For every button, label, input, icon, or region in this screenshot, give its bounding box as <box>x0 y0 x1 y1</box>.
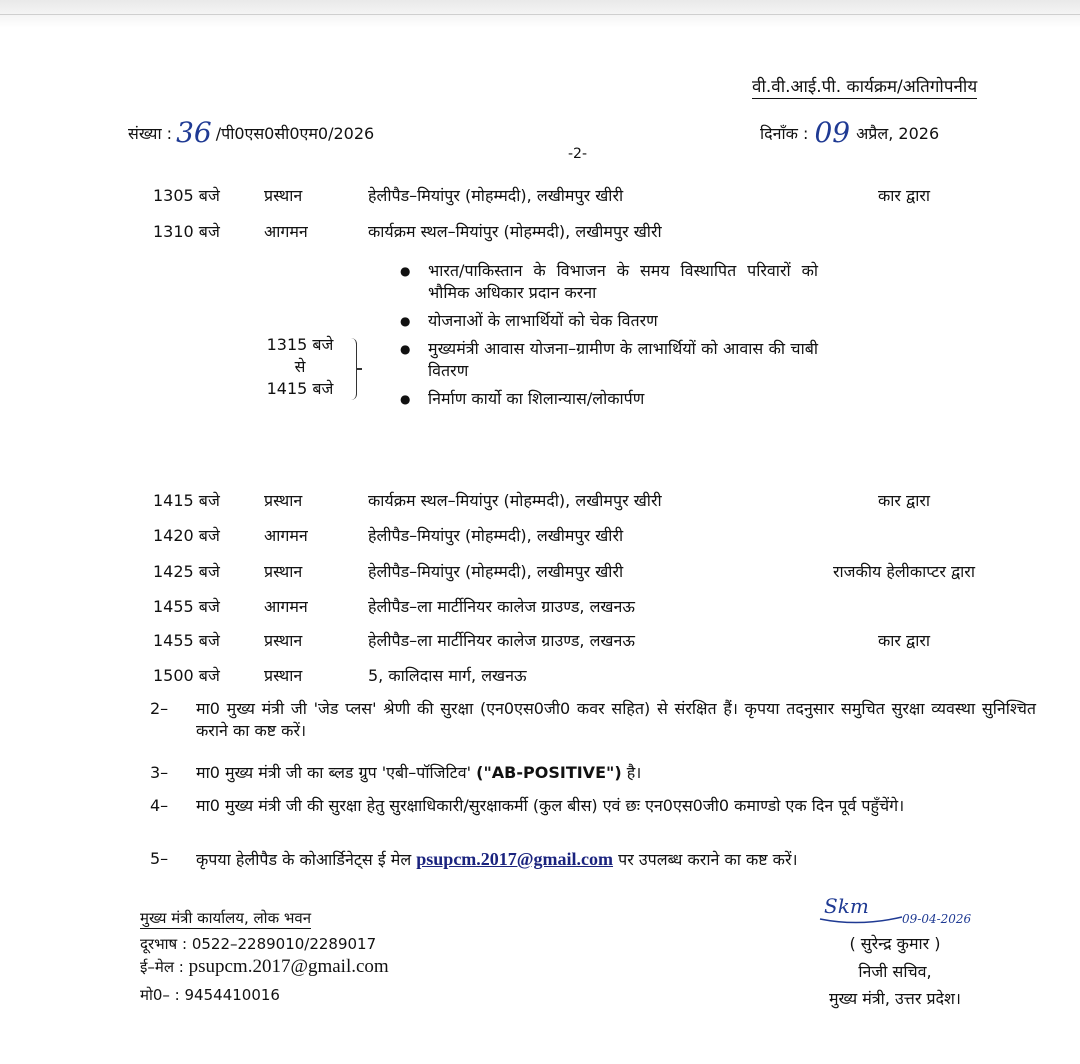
note-4 <box>150 795 1030 843</box>
note-number: 5– <box>150 849 169 868</box>
signatory-designation: निजी सचिव, <box>858 962 932 981</box>
row-place: हेलीपैड–ला मार्टीनियर कालेज ग्राउण्ड, लखनऊ <box>368 631 635 650</box>
row-time: 1420 बजे <box>153 526 220 545</box>
signatory-name: ( सुरेन्द्र कुमार ) <box>849 934 941 953</box>
email-link[interactable]: psupcm.2017@gmail.com <box>416 849 614 869</box>
row-action: प्रस्थान <box>264 631 303 650</box>
email-label: ई–मेल : <box>140 958 184 976</box>
ref-suffix: /पी0एस0सी0एम0/2026 <box>215 124 375 143</box>
note-5-text-b: पर उपलब्ध कराने का कष्ट करें। <box>618 850 798 869</box>
program-item: ● योजनाओं के लाभार्थियों को चेक वितरण <box>398 310 818 332</box>
note-2 <box>150 698 1036 746</box>
blood-group-english: ("AB-POSITIVE") <box>476 763 622 782</box>
note-number: 2– <box>150 699 169 718</box>
row-action: प्रस्थान <box>264 491 303 510</box>
handwritten-signature <box>790 893 1030 933</box>
row-action: प्रस्थान <box>264 562 303 581</box>
signature-date: 09-04-2026 <box>902 912 972 926</box>
program-item: ● निर्माण कार्यो का शिलान्यास/लोकार्पण <box>398 388 818 410</box>
row-action: आगमन <box>264 526 308 545</box>
page-number: -2- <box>568 146 588 162</box>
phone-label: दूरभाष : <box>140 935 188 953</box>
note-text <box>196 762 1036 784</box>
program-items <box>398 260 818 416</box>
row-action: आगमन <box>264 222 308 241</box>
note-5-text-a: कृपया हेलीपैड के कोआर्डिनेट्स ई मेल <box>196 850 412 869</box>
signatory-office: मुख्य मंत्री, उत्तर प्रदेश। <box>828 989 961 1008</box>
row-place: हेलीपैड–मियांपुर (मोहम्मदी), लखीमपुर खीरी <box>368 562 624 581</box>
row-place: हेलीपैड–मियांपुर (मोहम्मदी), लखीमपुर खीरी <box>368 186 624 205</box>
office-title: मुख्य मंत्री कार्यालय, लोक भवन <box>140 909 312 927</box>
note-5 <box>150 848 1030 896</box>
row-time: 1455 बजे <box>153 631 220 650</box>
mobile-value: 9454410016 <box>184 986 280 1004</box>
scan-top-line <box>0 14 1080 15</box>
office-email <box>140 956 389 978</box>
note-text: मा0 मुख्य मंत्री जी की सुरक्षा हेतु सुरक्षाधिकारी/सुरक्षाकर्मी (कुल बीस) एवं छः एन0एस0जी0 कमाण्डो एक दिन पूर्व पहुँचेंगे। <box>196 796 905 815</box>
note-number: 4– <box>150 796 169 815</box>
program-time-sep: से <box>294 357 306 376</box>
note-number: 3– <box>150 763 169 782</box>
program-time-to: 1415 बजे <box>266 379 334 398</box>
ref-prefix: संख्या : <box>128 124 173 143</box>
row-time: 1310 बजे <box>153 222 220 241</box>
row-mode: कार द्वारा <box>877 491 931 510</box>
row-time: 1305 बजे <box>153 186 220 205</box>
row-action: प्रस्थान <box>264 666 303 685</box>
row-place: कार्यक्रम स्थल–मियांपुर (मोहम्मदी), लखीमपुर खीरी <box>368 491 662 510</box>
office-mobile <box>140 985 280 1005</box>
row-action: आगमन <box>264 597 308 616</box>
row-action: प्रस्थान <box>264 186 303 205</box>
note-text: मा0 मुख्य मंत्री जी 'जेड प्लस' श्रेणी की सुरक्षा (एन0एस0जी0 कवर सहित) से संरक्षित हैं। कृपया तदनुसार समुचित सुरक्षा व्यवस्था सुनिश्चित कराने का कष्ट करें। <box>196 699 1036 740</box>
program-item: ● भारत/पाकिस्तान के विभाजन के समय विस्थापित परिवारों को भौमिक अधिकार प्रदान करना <box>398 260 818 304</box>
note-text <box>196 848 1036 871</box>
row-place: कार्यक्रम स्थल–मियांपुर (मोहम्मदी), लखीमपुर खीरी <box>368 222 662 241</box>
phone-value: 0522–2289010/2289017 <box>191 935 377 953</box>
date-label: दिनाँक : <box>760 124 809 143</box>
signature-initials: Skm <box>824 894 869 918</box>
row-place: 5, कालिदास मार्ग, लखनऊ <box>368 666 527 685</box>
reference-number <box>128 113 375 149</box>
row-mode: कार द्वारा <box>877 631 931 650</box>
row-time: 1425 बजे <box>153 562 220 581</box>
document-date <box>760 113 940 149</box>
ref-number-handwritten: 36 <box>176 116 212 149</box>
row-time: 1500 बजे <box>153 666 220 685</box>
date-rest: अप्रैल, 2026 <box>856 124 940 143</box>
blood-group-hindi: मा0 मुख्य मंत्री जी का ब्लड ग्रुप 'एबी–पॉजिटिव' <box>196 763 472 782</box>
row-mode: कार द्वारा <box>877 186 931 205</box>
note-3 <box>150 762 1030 786</box>
email-value[interactable]: psupcm.2017@gmail.com <box>188 956 389 977</box>
row-place: हेलीपैड–मियांपुर (मोहम्मदी), लखीमपुर खीरी <box>368 526 624 545</box>
program-time-from: 1315 बजे <box>266 335 334 354</box>
program-item: ● मुख्यमंत्री आवास योजना–ग्रामीण के लाभार्थियों को आवास की चाबी वितरण <box>398 338 818 382</box>
note-text-end: है। <box>626 763 642 782</box>
program-time-range <box>255 334 345 400</box>
mobile-label: मो0– : <box>140 986 180 1004</box>
program-brace-tip <box>356 368 362 370</box>
row-mode: राजकीय हेलीकाप्टर द्वारा <box>832 562 975 581</box>
row-time: 1415 बजे <box>153 491 220 510</box>
classification-label: वी.वी.आई.पी. कार्यक्रम/अतिगोपनीय <box>752 74 977 99</box>
row-time: 1455 बजे <box>153 597 220 616</box>
date-day-handwritten: 09 <box>814 116 851 149</box>
office-phone <box>140 934 376 954</box>
row-place: हेलीपैड–ला मार्टीनियर कालेज ग्राउण्ड, लखनऊ <box>368 597 635 616</box>
